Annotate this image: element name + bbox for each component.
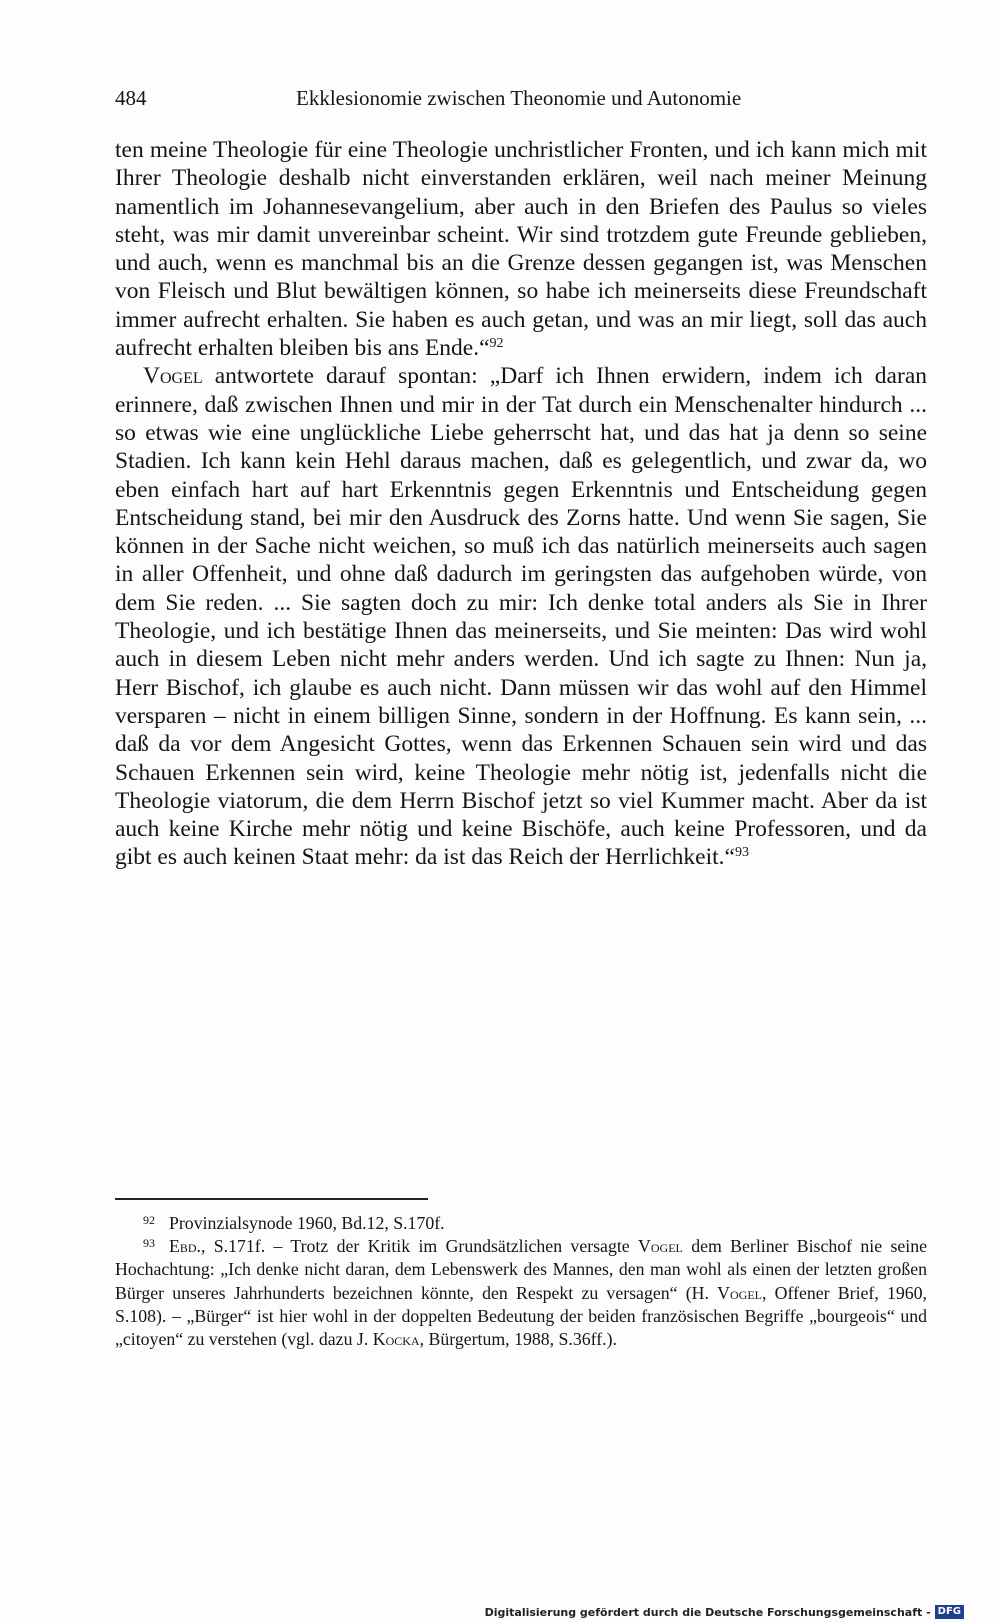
footnote-text: , Bürgertum, 1988, S.36ff.).: [419, 1329, 617, 1350]
footnote-text: , S.171f. – Trotz der Kritik im Grundsätzlichen versagte: [200, 1236, 639, 1257]
dfg-logo: DFG: [935, 1605, 964, 1619]
paragraph-2-text: antwortete darauf spontan: „Darf ich Ihnen erwidern, indem ich daran erinnere, daß zwischen Ihnen und mir in der Tat durch ein Menschenalter hindurch ... so etwas wie eine unglückliche Liebe geherrscht hat, und das hat ja denn so seine Stadien. Ich kann kein Hehl daraus machen, daß es gelegentlich, und zwar da, wo eben einfach hart auf hart Erkenntnis gegen Erkenntnis und Entscheidung gegen Entscheidung stand, bei mir den Ausdruck des Zorns hatte. Und wenn Sie sagen, Sie können in der Sache nicht weichen, so muß ich das natürlich meinerseits auch sagen in aller Offenheit, und ohne daß dadurch im geringsten das aufgehoben würde, von dem Sie reden. ... Sie sagten doch zu mir: Ich denke total anders als Sie in Ihrer Theologie, und ich bestätige Ihnen das meinerseits, und Sie meinten: Das wird wohl auch in diesem Leben nicht mehr anders werden. Und ich sagte zu Ihnen: Nun ja, Herr Bischof, ich glaube es auch nicht. Dann müssen wir das wohl auf den Himmel versparen – nicht in einem billigen Sinne, sondern in der Hoffnung. Es kann sein, ... daß da vor dem Angesicht Gottes, wenn das Erkennen Schauen sein wird und das Schauen Erkennen sein wird, keine Theologie mehr nötig ist, jedenfalls nicht die Theologie viatorum, die dem Herrn Bischof jetzt so viel Kummer macht. Aber da ist auch keine Kirche mehr nötig und keine Bischöfe, auch keine Professoren, und da gibt es auch keinen Staat mehr: da ist das Reich der Herrlichkeit.“: [115, 363, 927, 871]
footnote-number: 92: [143, 1213, 155, 1227]
footnote-name: Vogel: [717, 1282, 762, 1303]
footnote-ref-92[interactable]: 92: [489, 336, 504, 352]
footnote-text: Provinzialsynode 1960, Bd.12, S.170f.: [169, 1213, 445, 1233]
paragraph-1: [115, 136, 927, 362]
footnote-text: dem Berliner Bischof nie seine Hochachtung: „Ich denke nicht daran, dem Lebenswerk des Mannes, den man wohl als einen der letzten großen Bürger unseres Jahrhunderts bezeichnen könnte, den Respekt zu versagen“ (H.: [115, 1236, 927, 1303]
footnote-number: 93: [143, 1236, 155, 1251]
page-number: 484: [115, 86, 147, 110]
main-text: [115, 136, 927, 872]
author-name-vogel: Vogel: [143, 363, 203, 390]
footnote-divider: [115, 1198, 428, 1200]
running-title: Ekklesionomie zwischen Theonomie und Autonomie: [296, 86, 742, 110]
paragraph-2: [115, 362, 927, 871]
footnote-ebd: Ebd.: [169, 1236, 201, 1257]
footnote-text: , Offener Brief, 1960, S.108). – „Bürger“ ist hier wohl in der doppelten Bedeutung der beiden französischen Begriffe „bourgeois“ und „citoyen“ zu verstehen (vgl. dazu J.: [115, 1282, 927, 1350]
credit-text: Digitalisierung gefördert durch die Deutsche Forschungsgemeinschaft -: [484, 1605, 931, 1619]
footnotes: [115, 1212, 927, 1351]
digitization-credit: [485, 1605, 964, 1619]
footnote-name: Vogel: [638, 1236, 683, 1257]
footnote-93: [115, 1235, 927, 1351]
paragraph-1-text: ten meine Theologie für eine Theologie unchristlicher Fronten, und ich kann mich mit Ihrer Theologie deshalb nicht einverstanden erklären, weil nach meiner Meinung namentlich im Johannesevangelium, aber auch in den Briefen des Paulus so vieles steht, was mir damit unvereinbar scheint. Wir sind trotzdem gute Freunde geblieben, und auch, wenn es manchmal bis an die Grenze dessen gegangen ist, was Menschen von Fleisch und Blut bewältigen können, so habe ich meinerseits diese Freundschaft immer aufrecht erhalten. Sie haben es auch getan, und was an mir liegt, soll das auch aufrecht erhalten bleiben bis ans Ende.“: [115, 137, 927, 362]
footnote-ref-93[interactable]: 93: [734, 845, 749, 861]
footnote-92: [115, 1212, 927, 1235]
footnote-name: Kocka: [372, 1329, 420, 1350]
